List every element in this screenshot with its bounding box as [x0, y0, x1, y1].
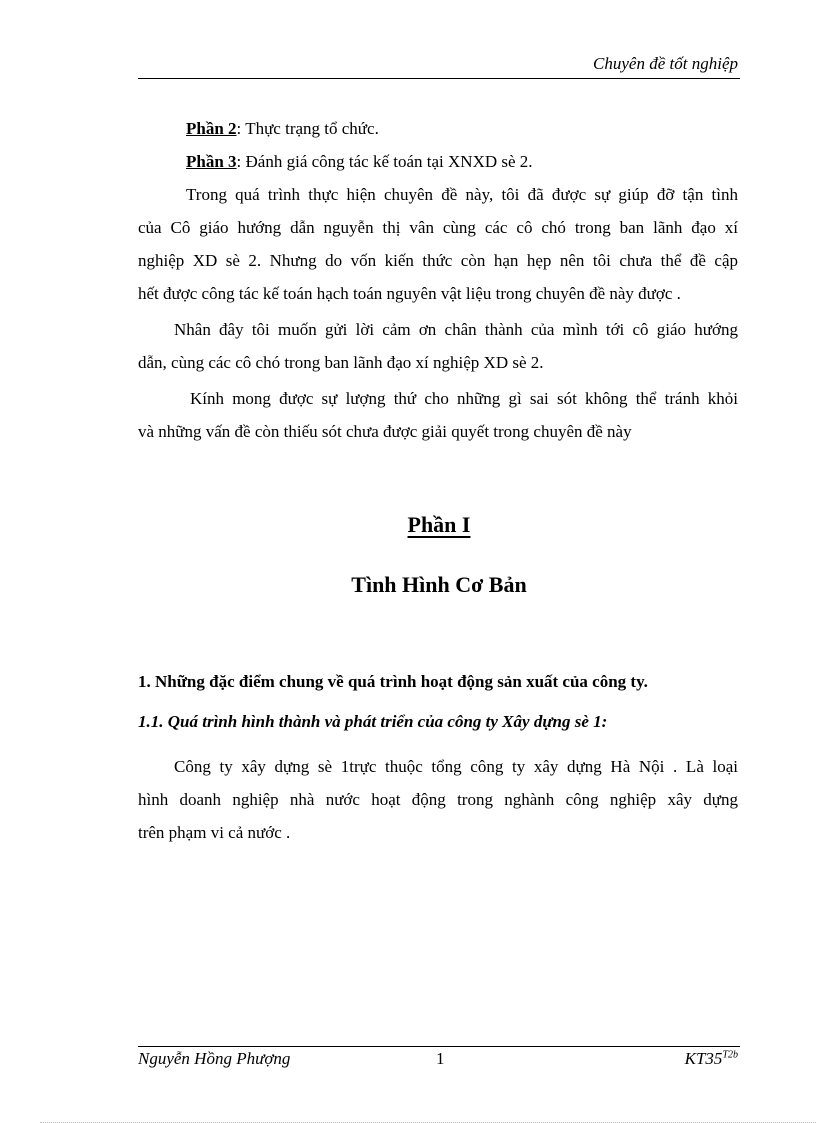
part-subtitle: Tình Hình Cơ Bản: [351, 572, 527, 597]
section1-heading: 1. Những đặc điểm chung về quá trình hoạt động sản xuất của công ty.: [138, 672, 648, 691]
header-title: Chuyên đề tốt nghiệp: [593, 54, 738, 73]
para1-line: Trong quá trình thực hiện chuyên đề này, tôi đã được sự giúp đỡ tận tình: [186, 185, 738, 204]
para1-line: của Cô giáo hướng dẫn nguyễn thị vân cùng các cô chó trong ban lãnh đạo xí: [138, 218, 738, 237]
section1-para-line: Công ty xây dựng sè 1trực thuộc tổng công ty xây dựng Hà Nội . Là loại: [174, 757, 738, 776]
section1-para-line: hình doanh nghiệp nhà nước hoạt động trong nghành công nghiệp xây dựng: [138, 790, 738, 809]
para2-line: dẫn, cùng các cô chó trong ban lãnh đạo xí nghiệp XD sè 2.: [138, 353, 544, 372]
footer-class-code: [685, 1049, 738, 1069]
page-header: [138, 52, 740, 79]
para1-line: hết được công tác kế toán hạch toán nguyên vật liệu trong chuyên đề này được .: [138, 284, 681, 303]
para2-line: Nhân đây tôi muốn gửi lời cảm ơn chân thành của mình tới cô giáo hướng: [174, 320, 738, 339]
part3-line: [138, 145, 738, 178]
part2-label: Phần 2: [186, 119, 237, 138]
para1-line: nghiệp XD sè 2. Nhưng do vốn kiến thức còn hạn hẹp nên tôi chưa thể đề cập: [138, 251, 738, 270]
page-footer: [138, 1046, 740, 1077]
part2-text: : Thực trạng tổ chức.: [236, 119, 379, 138]
class-code: KT35: [684, 1049, 723, 1068]
footer-author: Nguyễn Hồng Phượng: [138, 1049, 291, 1068]
intro-section: [138, 112, 738, 448]
class-code-sup: T2b: [722, 1049, 738, 1061]
section1-para-line: trên phạm vi cả nước .: [138, 823, 291, 842]
part-title-text: Phần I: [407, 512, 471, 537]
part3-text: : Đánh giá công tác kế toán tại XNXD sè 2.: [236, 152, 533, 171]
para3-line: Kính mong được sự lượng thứ cho những gì sai sót không thể tránh khỏi: [190, 389, 738, 408]
page-number: 1: [436, 1049, 445, 1068]
section11-heading: 1.1. Quá trình hình thành và phát triển của công ty Xây dựng sè 1:: [138, 712, 608, 731]
part3-label: Phần 3: [186, 152, 237, 171]
section1-body: [138, 750, 738, 849]
part-title: [138, 512, 740, 538]
para3-line: và những vấn đề còn thiếu sót chưa được giải quyết trong chuyên đề này: [138, 422, 632, 441]
part2-line: [138, 112, 738, 145]
